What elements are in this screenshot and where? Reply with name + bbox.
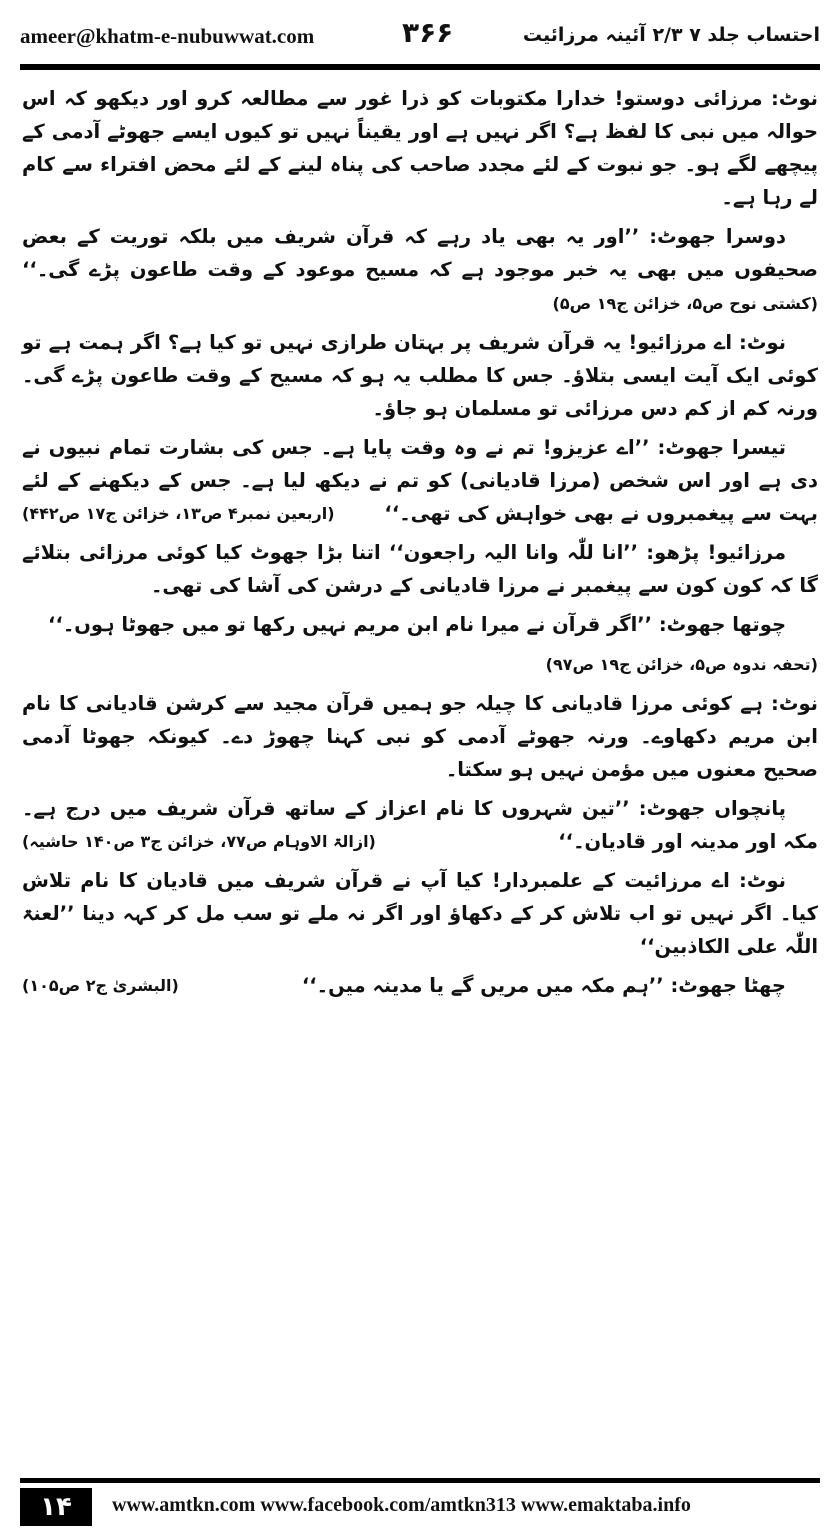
footer-page-number: ۱۴ [20,1488,92,1526]
mirzaiyo-end: ‘‘ اتنا بڑا جھوٹ کیا کوئی مرزائی بتلائے گا کہ کون کون سے پیغمبر نے مرزا قادیانی کے درشن کی آشا کی تھی۔ [22,541,818,597]
arabic-quote-lanat: لعنۃ اللّٰہ علی الکاذبین [22,902,818,958]
header-page-number: ۳۶۶ [402,16,454,49]
note-4-end: ‘‘ [639,935,655,958]
fourth-lie-reference-text: (تحفہ ندوہ ص۵، خزائن ج۱۹ ص۹۷) [545,655,818,674]
sixth-lie-text: چھٹا جھوٹ: ’’ہم مکہ میں مریں گے یا مدینہ میں۔‘‘ [301,974,786,997]
mirzaiyo-start: مرزائیو! پڑھو: ’’ [623,541,787,564]
footer-rule [20,1478,820,1483]
page-header [20,18,820,58]
fifth-lie-text: پانچواں جھوٹ: ’’تین شہروں کا نام اعزاز کے ساتھ قرآن شریف میں درج ہے۔ مکہ اور مدینہ اور قادیان۔‘‘ [22,797,818,853]
fourth-lie-reference [22,647,818,681]
paragraph-note-1: نوٹ: مرزائی دوستو! خدارا مکتوبات کو ذرا غور سے مطالعہ کرو اور دیکھو کہ اس حوالہ میں نبی کا لفظ ہے؟ اگر نہیں ہے اور یقیناً نہیں تو کیوں ایسے جھوٹے آدمی کے پیچھے لگے ہو۔ جو نبوت کے لئے مجدد صاحب کی پناہ لینے کے لئے محض افتراء سے کام لے رہا ہے۔ [22,87,818,209]
sixth-lie-reference: (البشریٰ ج۲ ص۱۰۵) [22,976,179,995]
arabic-quote-inna-lillah: انا للّٰہ وانا الیہ راجعون [403,541,624,564]
second-lie-reference: (کشتی نوح ص۵، خزائن ج۱۹ ص۵) [552,294,818,313]
page-body [22,82,818,1468]
third-lie-text: تیسرا جھوٹ: ’’اے عزیزو! تم نے وہ وقت پایا ہے۔ جس کی بشارت تمام نبیوں نے دی ہے اور اس شخص (مرزا قادیانی) کو تم نے دیکھ لیا ہے۔ جس کے دیکھنے کے لئے بہت سے پیغمبروں نے بھی خواہش کی تھی۔‘‘ [22,436,818,525]
header-book-title: احتساب جلد ۷ ۲/۳ آئینہ مرزائیت [522,24,820,46]
paragraph-fourth-lie: چوتھا جھوٹ: ’’اگر قرآن نے میرا نام ابن مریم نہیں رکھا تو میں جھوٹا ہوں۔‘‘ [48,613,786,636]
note-4-start: نوٹ: اے مرزائیت کے علمبردار! کیا آپ نے قرآن شریف میں قادیان کا نام تلاش کیا۔ اگر نہیں تو اب تلاش کر کے دکھاؤ اور اگر نہ ملے تو سب مل کر کہہ دینا ’’ [22,869,818,925]
paragraph-third-lie [22,431,818,530]
fifth-lie-reference: (ازالۃ الاوہام ص۷۷، خزائن ج۳ ص۱۴۰ حاشیہ) [22,832,376,851]
header-email: ameer@khatm-e-nubuwwat.com [20,24,315,48]
second-lie-text: دوسرا جھوٹ: ’’اور یہ بھی یاد رہے کہ قرآن شریف میں بلکہ توریت کے بعض صحیفوں میں بھی یہ خبر موجود ہے کہ مسیح موعود کے وقت طاعون پڑے گی۔‘‘ [22,225,818,281]
paragraph-note-2: نوٹ: اے مرزائیو! یہ قرآن شریف پر بہتان طرازی نہیں تو کیا ہے؟ اگر ہمت ہے تو کوئی ایک آیت ایسی بتلاؤ۔ جس کا مطلب یہ ہو کہ مسیح کے وقت طاعون پڑے گی۔ ورنہ کم از کم دس مرزائی تو مسلمان ہو جاؤ۔ [22,331,818,420]
paragraph-mirzaiyo [22,536,818,602]
third-lie-reference: (اربعین نمبر۴ ص۱۳، خزائن ج۱۷ ص۴۴۲) [22,504,335,523]
paragraph-note-3: نوٹ: ہے کوئی مرزا قادیانی کا چیلہ جو ہمیں قرآن مجید سے کرشن قادیانی کا نام ابن مریم دکھاوے۔ ورنہ جھوٹے آدمی کو نبی کہنا چھوڑ دے۔ کیونکہ جھوٹا آدمی صحیح معنوں میں مؤمن نہیں ہو سکتا۔ [22,692,818,781]
paragraph-sixth-lie [22,969,818,1002]
footer-links: www.amtkn.com www.facebook.com/amtkn313 www.emaktaba.info [112,1494,691,1516]
header-rule [20,64,820,70]
paragraph-fifth-lie [22,792,818,858]
paragraph-second-lie [22,220,818,320]
paragraph-note-4 [22,864,818,963]
